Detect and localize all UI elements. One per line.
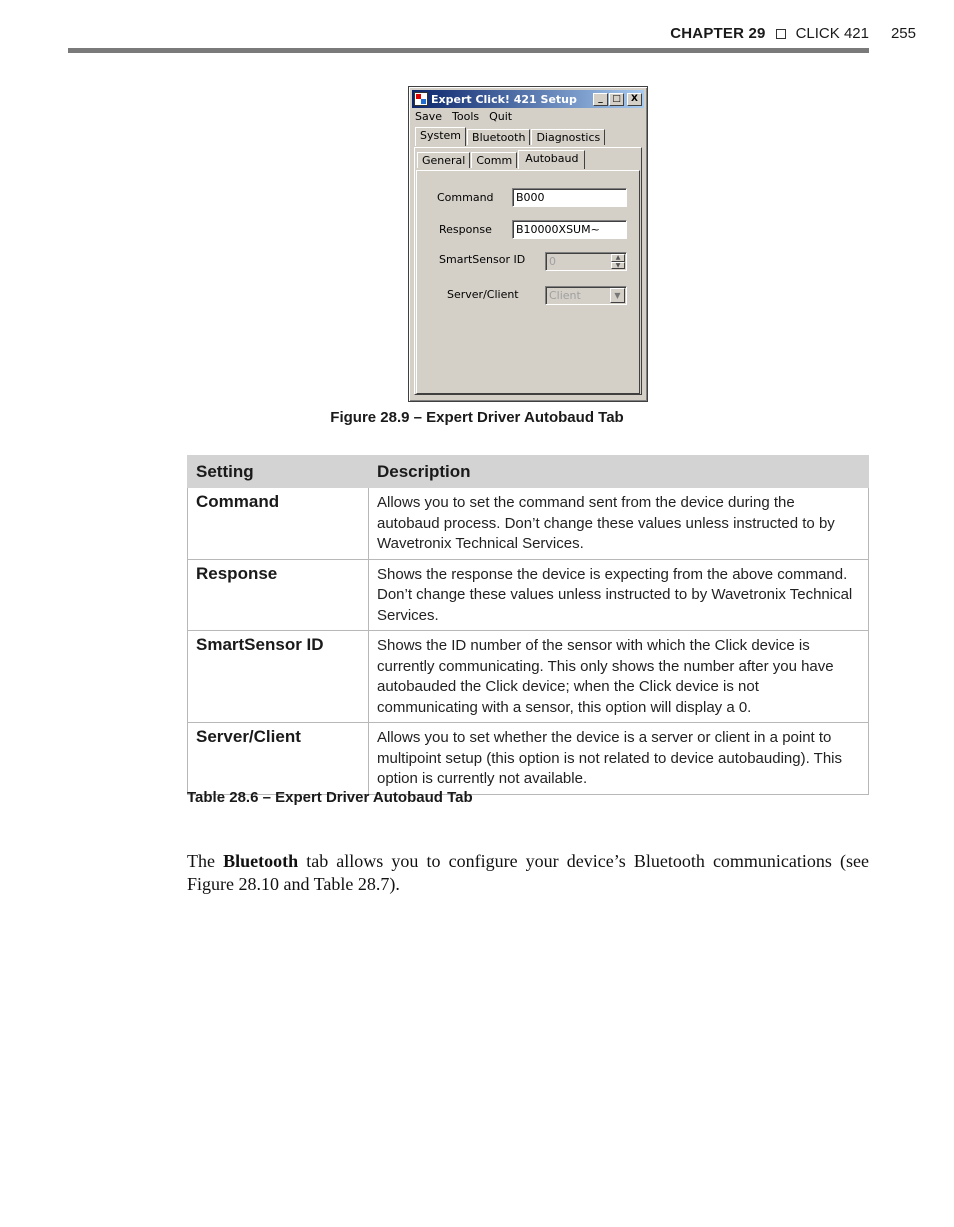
- table-row: [188, 559, 869, 631]
- setting-cell: SmartSensor ID: [188, 631, 369, 723]
- setting-cell: Command: [188, 488, 369, 560]
- section-label: CLICK 421: [795, 25, 869, 42]
- header-description: Description: [369, 456, 869, 488]
- top-tabs: [415, 129, 606, 146]
- app-icon: [414, 92, 428, 106]
- response-input[interactable]: B10000XSUM~: [512, 220, 627, 239]
- table-row: [188, 488, 869, 560]
- para-bold: Bluetooth: [223, 851, 299, 871]
- chevron-down-icon: ▼: [610, 288, 625, 303]
- window-title: Expert Click! 421 Setup: [431, 92, 577, 106]
- response-label: Response: [439, 223, 492, 236]
- tab-general[interactable]: General: [417, 152, 470, 168]
- description-cell: Allows you to set whether the device is a server or client in a point to multipoint setup (this option is not related to device autobauding). This option is currently not available.: [369, 723, 869, 795]
- tab-system[interactable]: System: [415, 127, 466, 146]
- table-row: [188, 631, 869, 723]
- table-caption: Table 28.6 – Expert Driver Autobaud Tab: [187, 789, 473, 806]
- smartsensor-label: SmartSensor ID: [439, 253, 526, 266]
- command-label: Command: [437, 191, 494, 204]
- menu-tools[interactable]: Tools: [452, 110, 480, 123]
- sub-tabs: [417, 152, 586, 169]
- server-client-select: [545, 286, 627, 305]
- description-cell: Allows you to set the command sent from the device during the autobaud process. Don’t change these values unless instructed to by Wavetronix Technical Services.: [369, 488, 869, 560]
- minimize-button[interactable]: _: [593, 93, 608, 106]
- table-row: [188, 723, 869, 795]
- para-prefix: The: [187, 851, 224, 871]
- header-setting: Setting: [188, 456, 369, 488]
- close-button[interactable]: X: [627, 93, 642, 106]
- server-client-value: Client: [549, 289, 581, 302]
- description-cell: Shows the ID number of the sensor with which the Click device is currently communicating. This only shows the number after you have autobauded the Click device; when the Click device is not communicating with a sensor, this option will display a 0.: [369, 631, 869, 723]
- server-client-label: Server/Client: [447, 288, 519, 301]
- tab-comm[interactable]: Comm: [471, 152, 517, 168]
- autobaud-panel: [416, 170, 640, 394]
- smartsensor-id-spinner: [545, 252, 627, 271]
- spin-up-icon: ▲: [611, 254, 625, 262]
- settings-table: [187, 455, 869, 795]
- chapter-label: CHAPTER 29: [670, 25, 766, 42]
- spinner-arrows: [611, 254, 625, 269]
- title-bar: [412, 90, 644, 108]
- menu-quit[interactable]: Quit: [489, 110, 513, 123]
- para-suffix: tab allows you to configure your device’s Bluetooth communications (see Figure 28.10 and Table 28.7).: [187, 851, 869, 894]
- page-number: 255: [890, 25, 916, 42]
- figure-caption: Figure 28.9 – Expert Driver Autobaud Tab: [330, 409, 624, 426]
- menu-save[interactable]: Save: [415, 110, 443, 123]
- setting-cell: Response: [188, 559, 369, 631]
- tab-autobaud[interactable]: Autobaud: [518, 150, 585, 169]
- setup-dialog: [408, 86, 648, 402]
- tab-diagnostics[interactable]: Diagnostics: [531, 129, 605, 145]
- menu-bar: [415, 110, 512, 123]
- description-cell: Shows the response the device is expecting from the above command. Don’t change these values unless instructed to by Wavetronix Technical Services.: [369, 559, 869, 631]
- table-header-row: [188, 456, 869, 488]
- header-rule: [68, 48, 869, 53]
- maximize-button[interactable]: □: [609, 93, 624, 106]
- separator-box: [776, 29, 786, 39]
- setting-cell: Server/Client: [188, 723, 369, 795]
- spin-down-icon: ▼: [611, 262, 625, 270]
- command-input[interactable]: B000: [512, 188, 627, 207]
- smartsensor-id-value: 0: [549, 255, 556, 268]
- running-header: [670, 25, 916, 42]
- body-paragraph: [187, 850, 869, 896]
- tab-bluetooth[interactable]: Bluetooth: [467, 129, 530, 145]
